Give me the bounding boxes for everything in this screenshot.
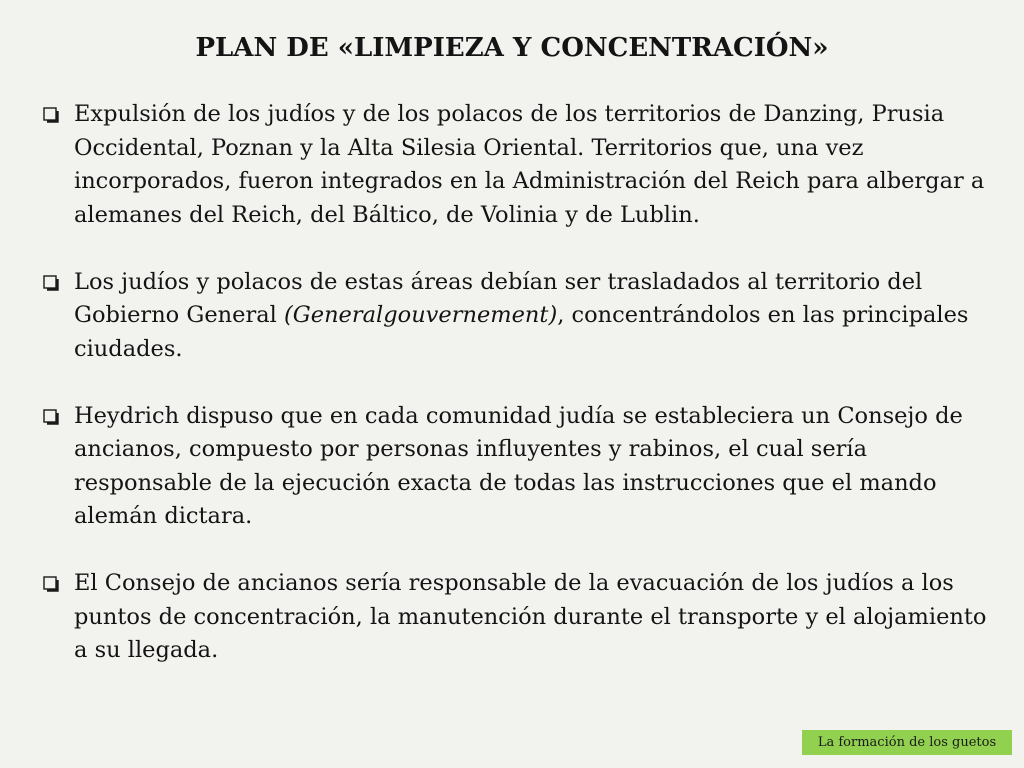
checkbox-square-icon (43, 576, 59, 592)
bullet-item-expulsion (43, 98, 1003, 232)
checkbox-square-icon (43, 107, 59, 123)
bullet-text: Expulsión de los judíos y de los polacos de los territorios de Danzing, Prusia Occidental, Poznan y la Alta Silesia Oriental. Territorios que, una vez incorporados, fueron integrados en la Administración del Reich para albergar a alemanes del Reich, del Báltico, de Volinia y de Lublin. (74, 101, 985, 228)
bullet-text: Heydrich dispuso que en cada comunidad judía se estableciera un Consejo de ancianos, compuesto por personas influyentes y rabinos, el cual sería responsable de la ejecución exacta de todas las instrucciones que el mando alemán dictara. (74, 402, 963, 529)
bullet-list (43, 98, 1003, 701)
bullet-item-evacuacion (43, 567, 1003, 668)
bullet-text: El Consejo de ancianos sería responsable de la evacuación de los judíos a los puntos de concentración, la manutención durante el transporte y el alojamiento a su llegada. (74, 570, 987, 663)
bullet-text-tail: , concentrándolos en las principales ciudades. (74, 302, 969, 362)
bullet-text: Los judíos y polacos de estas áreas debían ser trasladados al territorio del Gobierno General (74, 268, 923, 328)
bullet-item-consejo (43, 400, 1003, 534)
checkbox-square-icon (43, 409, 59, 425)
generalgouvernement-term: (Generalgouvernement) (284, 302, 558, 328)
bullet-item-traslado (43, 266, 1003, 367)
slide-title: PLAN DE «LIMPIEZA Y CONCENTRACIÓN» (195, 33, 829, 63)
checkbox-square-icon (43, 275, 59, 291)
footer-section-tag[interactable]: La formación de los guetos (802, 730, 1012, 755)
